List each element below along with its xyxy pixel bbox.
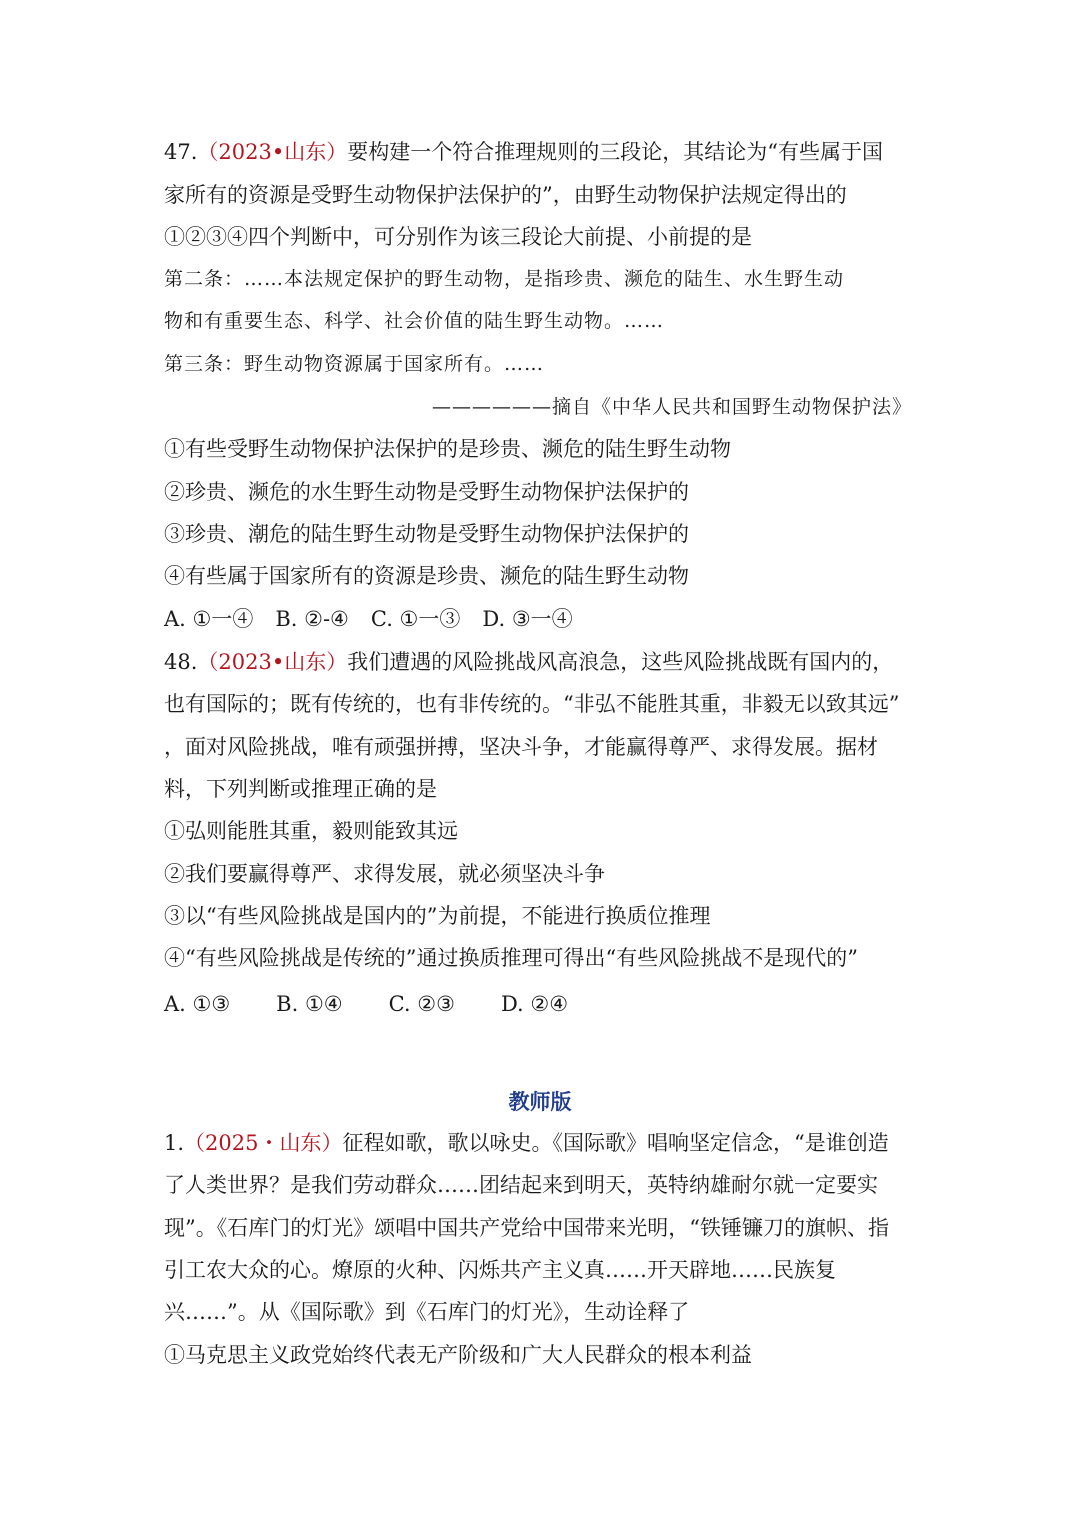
q48-stem-text-1: 我们遭遇的风险挑战风高浪急，这些风险挑战既有国内的，	[347, 650, 894, 674]
q48-item-3: ③以“有些风险挑战是国内的”为前提，不能进行换质位推理	[164, 904, 711, 928]
q48-item-1: ①弘则能胜其重，毅则能致其远	[164, 819, 458, 843]
q47-law-source: ——————摘自《中华人民共和国野生动物保护法》	[431, 396, 912, 418]
q1-stem-line-3: 现”。《石库门的灯光》颂唱中国共产党给中国带来光明，“铁锤镰刀的旗帜、指	[164, 1216, 889, 1240]
q47-law-line-3: 第三条：野生动物资源属于国家所有。……	[164, 353, 545, 375]
q48-option-d: D. ②④	[500, 992, 569, 1016]
q48-stem-line-4: 料，下列判断或推理正确的是	[164, 777, 437, 801]
q48-number: 48.	[164, 650, 198, 674]
q48-item-4: ④“有些风险挑战是传统的”通过换质推理可得出“有些风险挑战不是现代的”	[164, 946, 858, 970]
q48-stem-line-3: ，面对风险挑战，唯有顽强拼搏，坚决斗争，才能赢得尊严、求得发展。据材	[164, 735, 878, 759]
q1-stem-text-1: 征程如歌，歌以咏史。《国际歌》唱响坚定信念，“是谁创造	[342, 1131, 889, 1155]
q47-stem-text-1: 要构建一个符合推理规则的三段论，其结论为“有些属于国	[347, 140, 883, 164]
q47-item-1: ①有些受野生动物保护法保护的是珍贵、濒危的陆生野生动物	[164, 437, 731, 461]
q48-source-tag: （2023•山东）	[197, 650, 348, 674]
q1-item-1: ①马克思主义政党始终代表无产阶级和广大人民群众的根本利益	[164, 1343, 752, 1367]
q48-option-c: C. ②③	[388, 992, 455, 1016]
q47-law-line-1: 第二条：……本法规定保护的野生动物，是指珍贵、濒危的陆生、水生野生动	[164, 268, 845, 290]
q47-number: 47.	[164, 140, 198, 164]
q47-item-4: ④有些属于国家所有的资源是珍贵、濒危的陆生野生动物	[164, 564, 689, 588]
q1-stem-line-2: 了人类世界？是我们劳动群众……团结起来到明天，英特纳雄耐尔就一定要实	[164, 1173, 878, 1197]
q1-stem-line-5: 兴……”。从《国际歌》到《石库门的灯光》，生动诠释了	[164, 1300, 690, 1324]
q48-item-2: ②我们要赢得尊严、求得发展，就必须坚决斗争	[164, 862, 605, 886]
q48-stem-line-2: 也有国际的；既有传统的，也有非传统的。“非弘不能胜其重，非毅无以致其远”	[164, 692, 900, 716]
q1-stem-line-1	[164, 1128, 930, 1158]
q47-options	[164, 604, 930, 634]
q47-source-tag: （2023•山东）	[197, 140, 348, 164]
q48-option-b: B. ①④	[276, 992, 343, 1016]
q48-options	[164, 989, 930, 1019]
q47-option-c: C. ①一③	[370, 607, 461, 631]
q47-law-line-2: 物和有重要生态、科学、社会价值的陆生野生动物。……	[164, 310, 665, 332]
q1-number: 1.	[164, 1131, 185, 1155]
q47-stem-line-3: ①②③④四个判断中，可分别作为该三段论大前提、小前提的是	[164, 225, 752, 249]
q47-option-a: A. ①一④	[164, 607, 254, 631]
q47-option-b: B. ②-④	[275, 607, 349, 631]
section-title: 教师版	[508, 1090, 572, 1114]
q47-option-d: D. ③一④	[482, 607, 573, 631]
q1-source-tag: （2025・山东）	[184, 1131, 343, 1155]
q1-stem-line-4: 引工农大众的心。燎原的火种、闪烁共产主义真……开天辟地……民族复	[164, 1258, 836, 1282]
q47-stem-line-1	[164, 137, 930, 167]
q48-stem-line-1	[164, 647, 930, 677]
q47-item-2: ②珍贵、濒危的水生野生动物是受野生动物保护法保护的	[164, 480, 689, 504]
q48-option-a: A. ①③	[164, 992, 231, 1016]
q47-stem-line-2: 家所有的资源是受野生动物保护法保护的”，由野生动物保护法规定得出的	[164, 183, 847, 207]
q47-item-3: ③珍贵、潮危的陆生野生动物是受野生动物保护法保护的	[164, 522, 689, 546]
